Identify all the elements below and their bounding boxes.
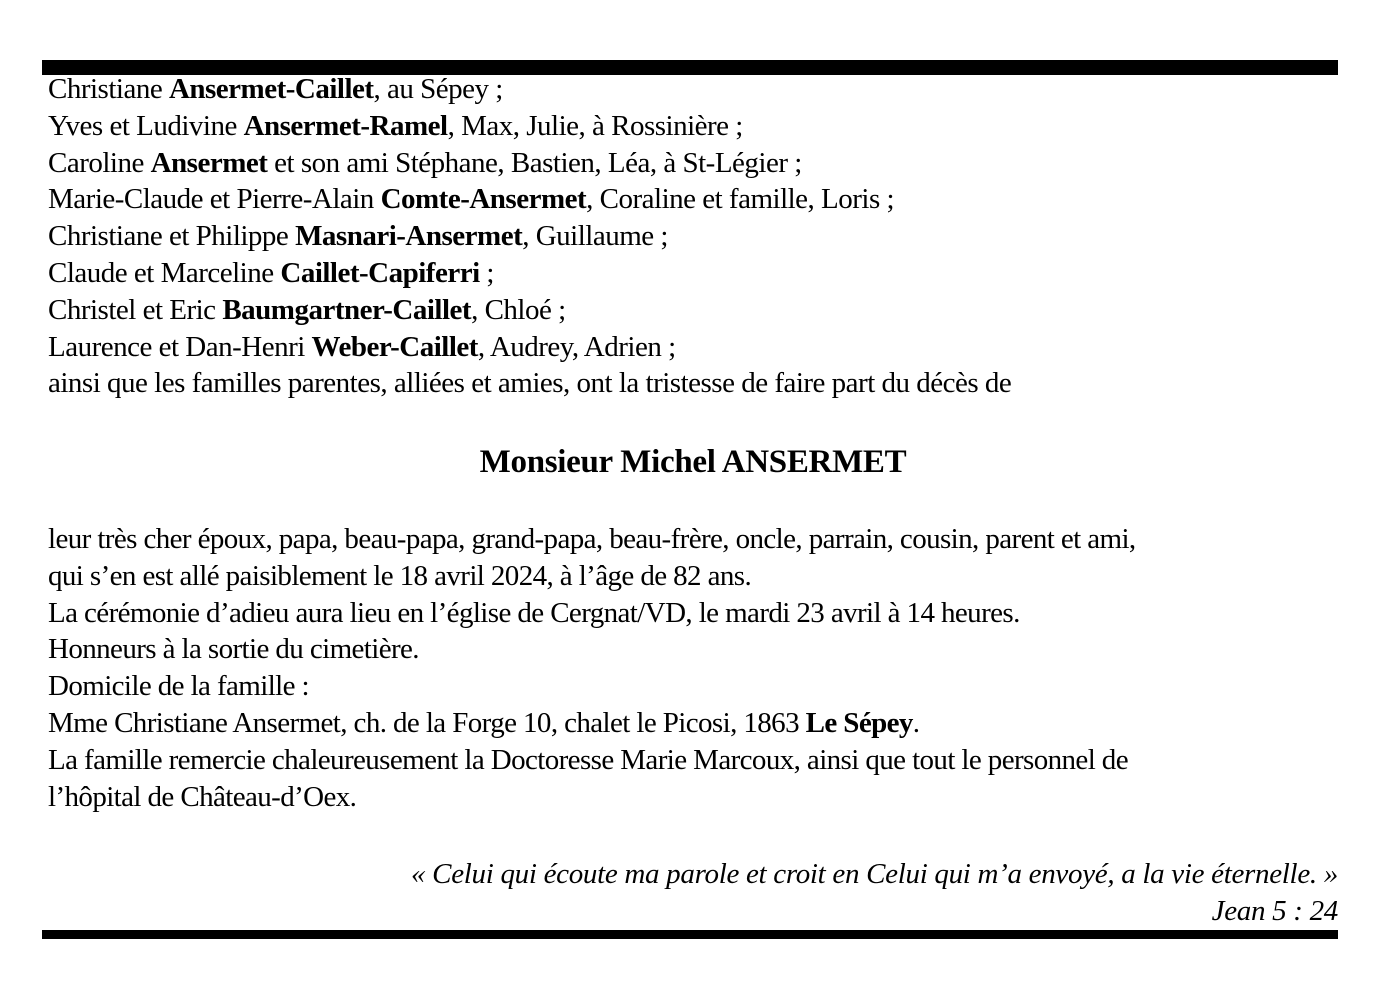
text-line: [48, 779, 1348, 816]
text-segment: Claude et Marceline: [48, 256, 281, 289]
announcement-body: [48, 521, 1348, 815]
text-segment: .: [912, 706, 920, 739]
text-line: [48, 742, 1348, 779]
text-segment: Honneurs à la sortie du cimetière.: [48, 633, 419, 666]
deceased-name-title: Monsieur Michel ANSERMET: [479, 444, 907, 480]
text-segment: , Coraline et famille, Loris ;: [586, 183, 895, 216]
text-segment: , au Sépey ;: [373, 73, 503, 105]
text-segment: leur très cher époux, papa, beau-papa, grand-papa, beau-frère, oncle, parrain, cousin, parent et ami,: [48, 523, 1136, 555]
family-name-bold: Weber-Caillet: [311, 330, 478, 363]
text-line: [48, 595, 1348, 632]
text-segment: Mme Christiane Ansermet, ch. de la Forge 10, chalet le Picosi, 1863: [48, 706, 806, 739]
text-line: [48, 108, 1348, 145]
text-segment: Christiane: [48, 73, 169, 105]
text-line: [48, 705, 1348, 742]
text-segment: l’hôpital de Château-d’Oex.: [48, 780, 357, 813]
scripture-reference: Jean 5 : 24: [1211, 895, 1338, 927]
text-line: [48, 558, 1348, 595]
text-segment: La famille remercie chaleureusement la Doctoresse Marie Marcoux, ainsi que tout le personnel de: [48, 743, 1128, 776]
family-name-bold: Caillet-Capiferri: [280, 256, 480, 289]
family-name-bold: Comte-Ansermet: [380, 183, 587, 216]
text-segment: ;: [479, 256, 494, 289]
family-name-bold: Le Sépey: [805, 706, 913, 739]
text-segment: , Audrey, Adrien ;: [477, 330, 676, 363]
text-segment: Christiane et Philippe: [48, 220, 296, 253]
family-name-bold: Baumgartner-Caillet: [222, 293, 472, 326]
text-segment: Christel et Eric: [48, 293, 223, 326]
text-segment: Domicile de la famille :: [48, 670, 310, 703]
bottom-rule: [42, 930, 1338, 939]
text-line: [48, 668, 1348, 705]
text-line: [48, 329, 1348, 366]
text-segment: Laurence et Dan-Henri: [48, 330, 312, 363]
text-line: [48, 631, 1348, 668]
text-line: [48, 218, 1348, 255]
family-name-bold: Ansermet: [150, 146, 268, 179]
text-segment: et son ami Stéphane, Bastien, Léa, à St-Légier ;: [267, 146, 802, 179]
family-name-bold: Ansermet-Ramel: [243, 109, 448, 142]
family-list: [48, 71, 1348, 402]
text-line: [48, 145, 1348, 182]
text-line: [48, 181, 1348, 218]
scripture-quote: « Celui qui écoute ma parole et croit en Celui qui m’a envoyé, a la vie éternelle. »: [411, 858, 1338, 890]
text-segment: qui s’en est allé paisiblement le 18 avril 2024, à l’âge de 82 ans.: [48, 559, 752, 592]
text-line: [48, 292, 1348, 329]
text-segment: Yves et Ludivine: [48, 109, 244, 142]
text-segment: , Max, Julie, à Rossinière ;: [447, 109, 743, 142]
text-line: [48, 521, 1348, 558]
text-line: [48, 71, 1348, 108]
text-segment: Caroline: [48, 146, 151, 179]
text-line: [48, 255, 1348, 292]
text-segment: La cérémonie d’adieu aura lieu en l’église de Cergnat/VD, le mardi 23 avril à 14 heures.: [48, 596, 1020, 629]
family-name-bold: Masnari-Ansermet: [295, 220, 523, 253]
family-name-bold: Ansermet-Caillet: [168, 73, 374, 105]
text-segment: ainsi que les familles parentes, alliées et amies, ont la tristesse de faire part du décès de: [48, 367, 1012, 400]
text-segment: , Chloé ;: [471, 293, 566, 326]
text-segment: Marie-Claude et Pierre-Alain: [48, 183, 381, 216]
text-line: [48, 365, 1348, 402]
text-segment: , Guillaume ;: [522, 220, 668, 253]
